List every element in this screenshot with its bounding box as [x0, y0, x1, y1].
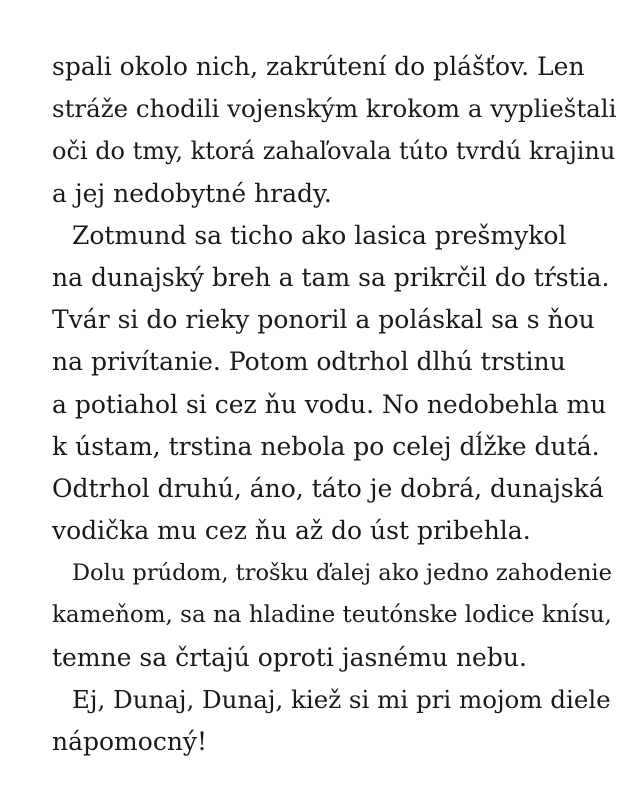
text-line: spali okolo nich, zakrútení do plášťov. Len [52, 52, 585, 81]
paragraph-start-line: Zotmund sa ticho ako lasica prešmykol [72, 220, 567, 250]
text-line: stráže chodili vojenským krokom a vyplieštali [52, 94, 617, 124]
text-line: kameňom, sa na hladine teutónske lodice knísu, [52, 602, 612, 629]
text-line: Odtrhol druhú, áno, táto je dobrá, dunajská [52, 473, 604, 503]
text-line: nápomocný! [52, 727, 208, 756]
text-line: temne sa črtajú oproti jasnému nebu. [52, 642, 527, 672]
text-line: na dunajský breh a tam sa prikrčil do tŕstia. [52, 262, 610, 292]
text-line: Tvár si do rieky ponoril a poláskal sa s ňou [52, 305, 595, 335]
text-line: oči do tmy, ktorá zahaľovala túto tvrdú krajinu [52, 137, 616, 166]
text-line: na privítanie. Potom odtrhol dlhú trstinu [52, 347, 566, 377]
text-line: k ústam, trstina nebola po celej dĺžke dutá. [52, 431, 600, 461]
paragraph-start-line: Dolu prúdom, trošku ďalej ako jedno zahodenie [72, 560, 612, 587]
paragraph-start-line: Ej, Dunaj, Dunaj, kiež si mi pri mojom diele [72, 684, 611, 714]
text-line: a jej nedobytné hrady. [52, 178, 332, 208]
text-line: vodička mu cez ňu až do úst pribehla. [52, 516, 531, 546]
text-line: a potiahol si cez ňu vodu. No nedobehla mu [52, 389, 607, 419]
